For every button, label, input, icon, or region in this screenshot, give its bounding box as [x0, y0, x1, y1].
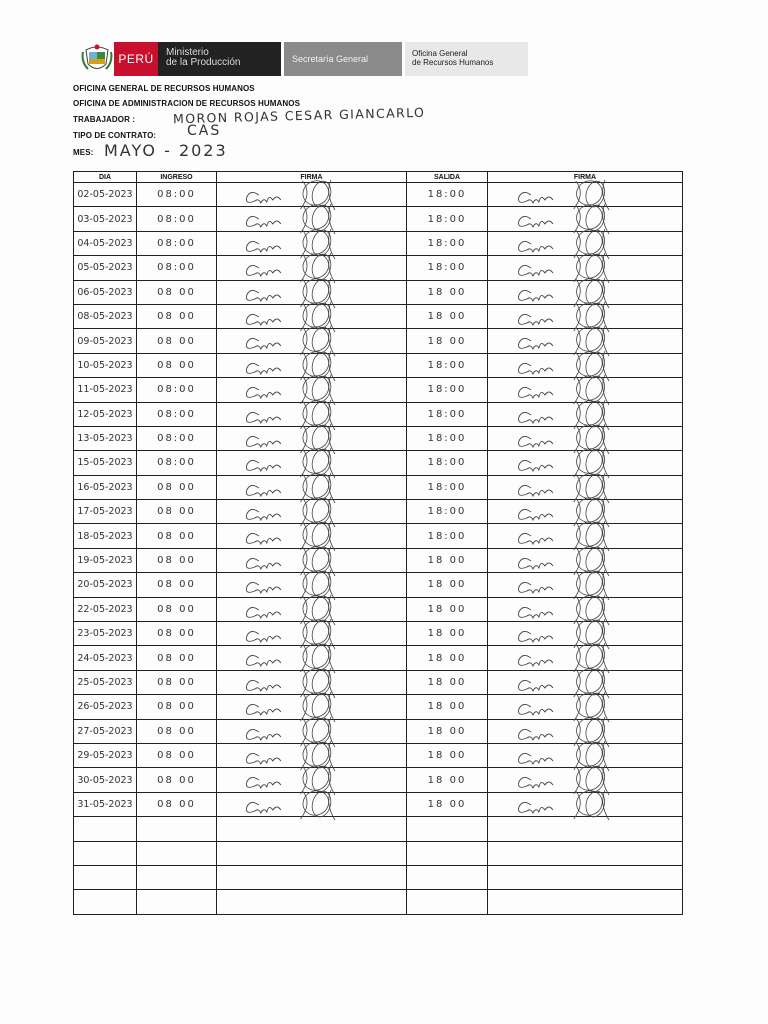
table-row: [74, 792, 683, 816]
table-row: [74, 817, 683, 841]
col-header-ingreso: INGRESO: [137, 172, 217, 183]
cell-ingreso: 08:00: [137, 451, 217, 475]
cell-salida: 18:00: [407, 378, 488, 402]
cell-ingreso: 08:00: [137, 231, 217, 255]
cell-salida: [407, 865, 488, 889]
letterhead-banner: [80, 42, 528, 76]
cell-ingreso: 08 00: [137, 475, 217, 499]
cell-salida: 18:00: [407, 475, 488, 499]
cell-dia: [74, 890, 137, 914]
cell-ingreso: 08 00: [137, 280, 217, 304]
signature-icon: [488, 787, 683, 821]
cell-dia: 10-05-2023: [74, 353, 137, 377]
cell-dia: 24-05-2023: [74, 646, 137, 670]
cell-ingreso: [137, 865, 217, 889]
table-row: [74, 890, 683, 914]
contract-label: TIPO DE CONTRATO:: [73, 131, 157, 140]
cell-salida: 18:00: [407, 256, 488, 280]
cell-ingreso: 08:00: [137, 183, 217, 207]
cell-ingreso: 08 00: [137, 353, 217, 377]
col-header-dia: DIA: [74, 172, 137, 183]
table-row: [74, 841, 683, 865]
cell-dia: 29-05-2023: [74, 743, 137, 767]
cell-firma-salida: [488, 841, 683, 865]
cell-ingreso: 08 00: [137, 573, 217, 597]
cell-ingreso: 08 00: [137, 768, 217, 792]
cell-ingreso: 08 00: [137, 548, 217, 572]
cell-ingreso: 08:00: [137, 426, 217, 450]
cell-dia: 20-05-2023: [74, 573, 137, 597]
month-label: MES:: [73, 148, 94, 157]
cell-ingreso: 08:00: [137, 256, 217, 280]
cell-dia: 27-05-2023: [74, 719, 137, 743]
coat-of-arms-icon: [80, 42, 114, 76]
cell-dia: 06-05-2023: [74, 280, 137, 304]
cell-firma-entrada: [217, 817, 407, 841]
cell-ingreso: 08 00: [137, 597, 217, 621]
cell-salida: 18 00: [407, 304, 488, 328]
cell-dia: 31-05-2023: [74, 792, 137, 816]
col-header-firma-entrada: FIRMA: [217, 172, 407, 183]
cell-salida: [407, 841, 488, 865]
cell-dia: 13-05-2023: [74, 426, 137, 450]
cell-salida: 18 00: [407, 622, 488, 646]
ministry-line-1: Ministerio: [166, 47, 209, 58]
cell-dia: [74, 865, 137, 889]
cell-salida: 18:00: [407, 451, 488, 475]
cell-salida: 18 00: [407, 743, 488, 767]
attendance-table: [73, 171, 683, 915]
cell-salida: 18 00: [407, 792, 488, 816]
cell-dia: 08-05-2023: [74, 304, 137, 328]
cell-ingreso: 08:00: [137, 207, 217, 231]
cell-dia: 05-05-2023: [74, 256, 137, 280]
office-title-2: OFICINA DE ADMINISTRACION DE RECURSOS HUMANOS: [73, 99, 301, 108]
peru-label: PERÚ: [114, 42, 158, 76]
cell-firma-entrada: [217, 841, 407, 865]
office-title-1: OFICINA GENERAL DE RECURSOS HUMANOS: [73, 84, 255, 93]
month-value: MAYO - 2023: [104, 141, 228, 160]
signature-icon: [217, 787, 407, 821]
cell-salida: 18:00: [407, 426, 488, 450]
cell-dia: 12-05-2023: [74, 402, 137, 426]
cell-salida: 18 00: [407, 646, 488, 670]
cell-ingreso: 08 00: [137, 695, 217, 719]
cell-ingreso: [137, 817, 217, 841]
cell-salida: 18 00: [407, 548, 488, 572]
cell-dia: 26-05-2023: [74, 695, 137, 719]
cell-salida: 18:00: [407, 231, 488, 255]
oficina-label: [405, 42, 528, 76]
cell-dia: 15-05-2023: [74, 451, 137, 475]
ministry-label: [158, 42, 281, 76]
cell-salida: 18 00: [407, 597, 488, 621]
cell-salida: 18 00: [407, 719, 488, 743]
cell-firma-entrada: [217, 792, 407, 816]
col-header-salida: SALIDA: [407, 172, 488, 183]
cell-dia: 18-05-2023: [74, 524, 137, 548]
cell-ingreso: 08 00: [137, 743, 217, 767]
cell-salida: 18:00: [407, 353, 488, 377]
cell-dia: 02-05-2023: [74, 183, 137, 207]
contract-value: CAS: [187, 123, 222, 139]
cell-ingreso: [137, 841, 217, 865]
cell-salida: 18 00: [407, 768, 488, 792]
cell-dia: 16-05-2023: [74, 475, 137, 499]
cell-ingreso: 08 00: [137, 329, 217, 353]
cell-salida: 18 00: [407, 695, 488, 719]
cell-dia: 30-05-2023: [74, 768, 137, 792]
cell-dia: 11-05-2023: [74, 378, 137, 402]
cell-salida: 18 00: [407, 329, 488, 353]
cell-ingreso: 08 00: [137, 646, 217, 670]
cell-salida: 18:00: [407, 524, 488, 548]
cell-ingreso: 08 00: [137, 719, 217, 743]
cell-dia: 19-05-2023: [74, 548, 137, 572]
cell-salida: 18:00: [407, 207, 488, 231]
cell-salida: 18:00: [407, 500, 488, 524]
cell-ingreso: 08 00: [137, 792, 217, 816]
cell-dia: 22-05-2023: [74, 597, 137, 621]
oficina-line-1: Oficina General: [412, 49, 468, 58]
cell-firma-entrada: [217, 890, 407, 914]
cell-ingreso: 08 00: [137, 524, 217, 548]
cell-firma-salida: [488, 817, 683, 841]
cell-ingreso: 08 00: [137, 622, 217, 646]
cell-salida: 18 00: [407, 670, 488, 694]
cell-firma-salida: [488, 792, 683, 816]
cell-ingreso: 08:00: [137, 402, 217, 426]
worker-label: TRABAJADOR :: [73, 115, 136, 124]
cell-dia: 25-05-2023: [74, 670, 137, 694]
cell-dia: 04-05-2023: [74, 231, 137, 255]
cell-dia: [74, 817, 137, 841]
cell-firma-salida: [488, 865, 683, 889]
cell-ingreso: 08 00: [137, 304, 217, 328]
cell-dia: 23-05-2023: [74, 622, 137, 646]
ministry-line-2: de la Producción: [166, 57, 241, 68]
cell-ingreso: [137, 890, 217, 914]
cell-ingreso: 08:00: [137, 378, 217, 402]
oficina-line-2: de Recursos Humanos: [412, 58, 494, 67]
cell-ingreso: 08 00: [137, 670, 217, 694]
cell-dia: [74, 841, 137, 865]
cell-salida: 18 00: [407, 280, 488, 304]
cell-firma-entrada: [217, 865, 407, 889]
cell-salida: 18 00: [407, 573, 488, 597]
cell-dia: 09-05-2023: [74, 329, 137, 353]
cell-salida: 18:00: [407, 183, 488, 207]
cell-salida: 18:00: [407, 402, 488, 426]
cell-ingreso: 08 00: [137, 500, 217, 524]
cell-dia: 17-05-2023: [74, 500, 137, 524]
table-row: [74, 865, 683, 889]
cell-dia: 03-05-2023: [74, 207, 137, 231]
cell-salida: [407, 890, 488, 914]
cell-firma-salida: [488, 890, 683, 914]
col-header-firma-salida: FIRMA: [488, 172, 683, 183]
worker-value: MORON ROJAS CESAR GIANCARLO: [172, 104, 426, 127]
cell-salida: [407, 817, 488, 841]
secretaria-label: Secretaría General: [284, 42, 402, 76]
